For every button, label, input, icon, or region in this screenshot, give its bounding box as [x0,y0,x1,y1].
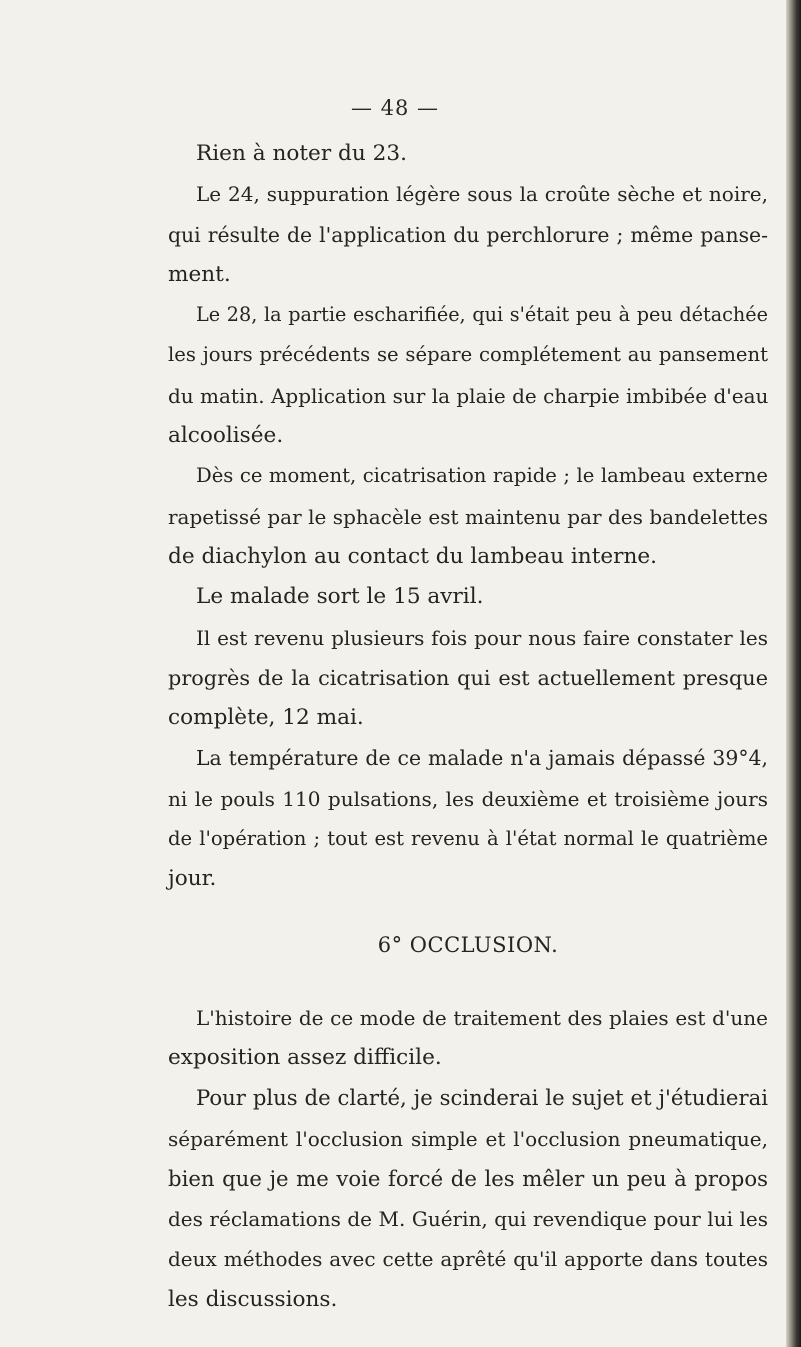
text-line: qui résulte de l'application du perchlorure ; même panse- [168,222,768,247]
text-line: Le malade sort le 15 avril. [196,584,484,610]
page-number: — 48 — [350,96,440,120]
text-line: les jours précédents se sépare complétement au pansement [168,343,768,367]
paragraph [168,1078,768,1320]
text-line: ni le pouls 110 pulsations, les deuxième et troisième jours [168,786,768,811]
page-edge [786,0,801,1347]
text-line: complète, 12 mai. [168,705,364,731]
section-heading: 6° OCCLUSION. [377,932,559,957]
text-line: alcoolisée. [168,423,284,449]
text-line: jour. [168,866,217,892]
text-line: L'histoire de ce mode de traitement des plaies est d'une [196,1005,768,1030]
text-line: Pour plus de clarté, je scinderai le sujet et j'étudierai [196,1085,768,1111]
text-line: des réclamations de M. Guérin, qui revendique pour lui les [168,1207,768,1232]
text-line: de diachylon au contact du lambeau interne. [168,543,658,569]
text-line: de l'opération ; tout est revenu à l'état normal le quatrième [168,827,768,851]
text-after-heading [168,998,768,1320]
paragraph [168,577,768,617]
text-line: exposition assez difficile. [168,1044,442,1070]
text-before-heading [168,134,768,900]
text-line: du matin. Application sur la plaie de charpie imbibée d'eau [168,383,769,408]
text-line: séparément l'occlusion simple et l'occlusion pneumatique, [168,1126,768,1151]
text-line: Rien à noter du 23. [196,141,407,166]
text-line: Le 28, la partie escharifiée, qui s'était peu à peu détachée [196,303,768,327]
text-line: ment. [168,261,231,287]
paragraph [168,174,768,295]
text-line: rapetissé par le sphacèle est maintenu par des bandelettes [168,504,768,529]
paragraph [168,998,768,1079]
text-line: les discussions. [168,1286,338,1312]
text-line: Dès ce moment, cicatrisation rapide ; le lambeau externe [196,464,768,488]
text-line: Il est revenu plusieurs fois pour nous faire constater les [196,625,768,650]
text-line: progrès de la cicatrisation qui est actuellement presque [168,665,768,690]
paragraph [168,456,768,577]
text-line: La température de ce malade n'a jamais dépassé 39°4, [196,746,768,771]
paragraph [168,134,768,174]
text-line: deux méthodes avec cette aprêté qu'il apporte dans toutes [168,1247,768,1272]
text-line: bien que je me voie forcé de les mêler un peu à propos [168,1165,768,1191]
paragraph [168,618,768,739]
paragraph [168,295,768,456]
paragraph [168,738,768,899]
text-line: Le 24, suppuration légère sous la croûte sèche et noire, [196,182,768,207]
page-text [168,134,768,1320]
